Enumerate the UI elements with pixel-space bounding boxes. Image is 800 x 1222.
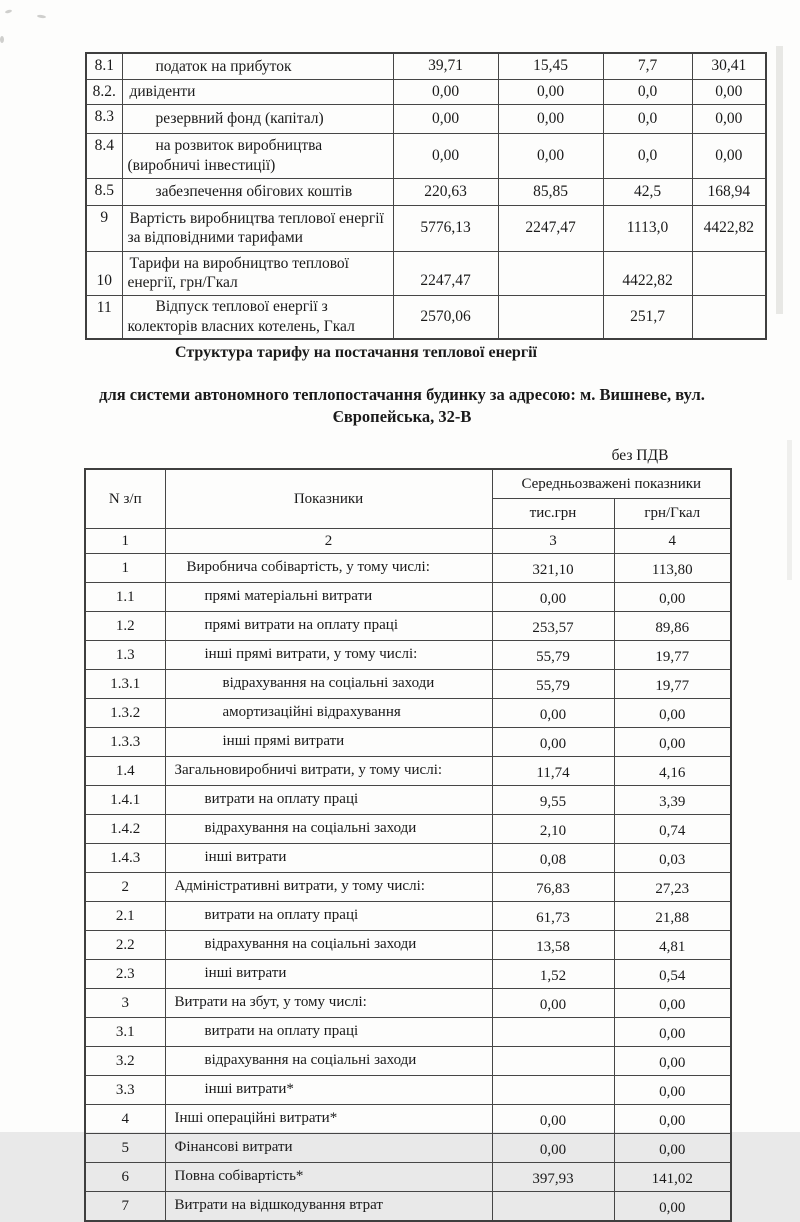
tariff-table-container: [84, 468, 732, 1222]
row-value-uah-per-gcal: 0,00: [614, 1047, 731, 1076]
upper-table-container: [85, 52, 767, 340]
row-value: 2570,06: [393, 295, 498, 339]
upper-table-row: [86, 79, 766, 104]
row-value-uah-per-gcal: 0,00: [614, 1105, 731, 1134]
row-label: витрати на оплату праці: [165, 786, 492, 815]
vat-note: без ПДВ: [611, 447, 669, 464]
row-value-uah-per-gcal: 19,77: [614, 641, 731, 670]
row-value-uah-per-gcal: 0,00: [614, 728, 731, 757]
row-label: інші витрати*: [165, 1076, 492, 1105]
tariff-table-row: [85, 960, 731, 989]
row-number: 1: [85, 554, 165, 583]
row-value-thousand-uah: [492, 1076, 614, 1105]
tariff-table-row: [85, 1105, 731, 1134]
row-value-uah-per-gcal: 0,00: [614, 1018, 731, 1047]
row-number: 2.3: [85, 960, 165, 989]
tariff-table-row: [85, 583, 731, 612]
row-value-uah-per-gcal: 89,86: [614, 612, 731, 641]
row-value: 0,00: [393, 79, 498, 104]
header-unit-uah-per-gcal: грн/Гкал: [614, 499, 731, 529]
row-value-thousand-uah: 0,00: [492, 1134, 614, 1163]
row-value-thousand-uah: 76,83: [492, 873, 614, 902]
tariff-table-row: [85, 699, 731, 728]
row-value: 85,85: [498, 178, 603, 205]
row-value-thousand-uah: 0,00: [492, 728, 614, 757]
row-value-thousand-uah: 9,55: [492, 786, 614, 815]
row-value: 0,00: [393, 104, 498, 133]
row-value-thousand-uah: 61,73: [492, 902, 614, 931]
row-value: 5776,13: [393, 205, 498, 251]
row-number: 2.1: [85, 902, 165, 931]
upper-table-row: [86, 133, 766, 178]
tariff-table-row: [85, 844, 731, 873]
document-title: Структура тарифу на постачання теплової енергії: [175, 344, 537, 361]
row-label: резервний фонд (капітал): [122, 104, 393, 133]
row-value-thousand-uah: 253,57: [492, 612, 614, 641]
upper-table-row: [86, 53, 766, 79]
tariff-table-row: [85, 1163, 731, 1192]
scan-streak: [776, 46, 783, 314]
row-value: 168,94: [692, 178, 766, 205]
upper-table-row: [86, 178, 766, 205]
upper-table-row: [86, 295, 766, 339]
row-number: 6: [85, 1163, 165, 1192]
tariff-table-row: [85, 786, 731, 815]
row-value-uah-per-gcal: 3,39: [614, 786, 731, 815]
header-indicators: Показники: [165, 469, 492, 529]
row-label: Повна собівартість*: [165, 1163, 492, 1192]
upper-table-row: [86, 104, 766, 133]
row-value: [498, 295, 603, 339]
row-value: 0,00: [692, 104, 766, 133]
upper-table-row: [86, 251, 766, 295]
row-number: 1.1: [85, 583, 165, 612]
tariff-table: [84, 468, 732, 1222]
document-subtitle: для системи автономного теплопостачання будинку за адресою: м. Вишневе, вул. Європейська, 32-В: [99, 385, 705, 427]
row-value-thousand-uah: 0,00: [492, 583, 614, 612]
row-number: 4: [85, 1105, 165, 1134]
row-label: інші витрати: [165, 960, 492, 989]
row-number: 3.2: [85, 1047, 165, 1076]
row-number: 11: [86, 295, 122, 339]
row-value: 0,00: [393, 133, 498, 178]
row-value-uah-per-gcal: 0,00: [614, 989, 731, 1018]
row-label: прямі матеріальні витрати: [165, 583, 492, 612]
row-value: 0,0: [603, 79, 692, 104]
row-label: витрати на оплату праці: [165, 1018, 492, 1047]
row-number: 3.1: [85, 1018, 165, 1047]
row-label: Тарифи на виробництво теплової енергії, грн/Гкал: [122, 251, 393, 295]
row-label: відрахування на соціальні заходи: [165, 670, 492, 699]
row-label: Виробнича собівартість, у тому числі:: [165, 554, 492, 583]
row-value: 0,00: [498, 104, 603, 133]
row-value: 42,5: [603, 178, 692, 205]
header-unit-thousand-uah: тис.грн: [492, 499, 614, 529]
tariff-table-row: [85, 641, 731, 670]
row-value-uah-per-gcal: 0,54: [614, 960, 731, 989]
row-value-thousand-uah: [492, 1047, 614, 1076]
row-label: Фінансові витрати: [165, 1134, 492, 1163]
row-value-uah-per-gcal: 4,81: [614, 931, 731, 960]
tariff-table-row: [85, 873, 731, 902]
row-value-thousand-uah: 0,00: [492, 989, 614, 1018]
row-label: Витрати на відшкодування втрат: [165, 1192, 492, 1222]
tariff-table-row: [85, 757, 731, 786]
row-number: 3: [85, 989, 165, 1018]
row-label: інші витрати: [165, 844, 492, 873]
row-value: 2247,47: [498, 205, 603, 251]
scan-speck: [5, 9, 13, 14]
row-label: відрахування на соціальні заходи: [165, 931, 492, 960]
scan-streak: [787, 440, 792, 580]
tariff-table-row: [85, 902, 731, 931]
row-value-thousand-uah: 1,52: [492, 960, 614, 989]
row-number: 1.3.3: [85, 728, 165, 757]
row-value: 2247,47: [393, 251, 498, 295]
tariff-table-row: [85, 815, 731, 844]
row-value-uah-per-gcal: 27,23: [614, 873, 731, 902]
row-number: 2: [85, 873, 165, 902]
row-number: 1.4.2: [85, 815, 165, 844]
row-number: 8.3: [86, 104, 122, 133]
row-value-thousand-uah: 13,58: [492, 931, 614, 960]
row-value: [692, 251, 766, 295]
row-number: 1.4.3: [85, 844, 165, 873]
row-value-uah-per-gcal: 113,80: [614, 554, 731, 583]
row-value: 1113,0: [603, 205, 692, 251]
row-value-uah-per-gcal: 21,88: [614, 902, 731, 931]
row-value: 4422,82: [692, 205, 766, 251]
row-value-thousand-uah: [492, 1018, 614, 1047]
row-number: 1.3.2: [85, 699, 165, 728]
row-value: 220,63: [393, 178, 498, 205]
row-number: 1.4.1: [85, 786, 165, 815]
row-label: Витрати на збут, у тому числі:: [165, 989, 492, 1018]
row-number: 8.4: [86, 133, 122, 178]
row-label: Вартість виробництва теплової енергії за відповідними тарифами: [122, 205, 393, 251]
row-value-thousand-uah: 397,93: [492, 1163, 614, 1192]
row-label: інші прямі витрати, у тому числі:: [165, 641, 492, 670]
tariff-table-row: [85, 931, 731, 960]
upper-table-body: [86, 53, 766, 339]
row-number: 7: [85, 1192, 165, 1222]
row-number: 5: [85, 1134, 165, 1163]
row-value-thousand-uah: 0,08: [492, 844, 614, 873]
row-value: [498, 251, 603, 295]
row-number: 1.3.1: [85, 670, 165, 699]
row-label: на розвиток виробництва (виробничі інвестиції): [122, 133, 393, 178]
row-value-uah-per-gcal: 0,00: [614, 583, 731, 612]
row-value-uah-per-gcal: 0,74: [614, 815, 731, 844]
row-value-thousand-uah: 0,00: [492, 699, 614, 728]
row-label: Адміністративні витрати, у тому числі:: [165, 873, 492, 902]
tariff-table-row: [85, 1018, 731, 1047]
row-value: 0,00: [692, 79, 766, 104]
row-label: відрахування на соціальні заходи: [165, 815, 492, 844]
tariff-table-row: [85, 554, 731, 583]
row-label: забезпечення обігових коштів: [122, 178, 393, 205]
tariff-table-body: [85, 554, 731, 1222]
row-value: 0,00: [692, 133, 766, 178]
row-label: інші прямі витрати: [165, 728, 492, 757]
row-value: 0,0: [603, 133, 692, 178]
row-number: 8.1: [86, 53, 122, 79]
column-number: 2: [165, 529, 492, 554]
row-value: 30,41: [692, 53, 766, 79]
row-value: 39,71: [393, 53, 498, 79]
row-value-thousand-uah: [492, 1192, 614, 1222]
row-value-uah-per-gcal: 141,02: [614, 1163, 731, 1192]
header-group: Середньозважені показники: [492, 469, 731, 499]
row-number: 2.2: [85, 931, 165, 960]
tariff-table-row: [85, 1134, 731, 1163]
scan-speck: [37, 14, 46, 18]
upper-table: [85, 52, 767, 340]
row-value-thousand-uah: 55,79: [492, 641, 614, 670]
tariff-table-row: [85, 1192, 731, 1222]
row-label: Загальновиробничі витрати, у тому числі:: [165, 757, 492, 786]
tariff-table-header: [85, 469, 731, 554]
tariff-table-row: [85, 728, 731, 757]
tariff-table-row: [85, 670, 731, 699]
tariff-table-row: [85, 612, 731, 641]
row-value-thousand-uah: 55,79: [492, 670, 614, 699]
row-number: 9: [86, 205, 122, 251]
row-value: 0,0: [603, 104, 692, 133]
upper-table-row: [86, 205, 766, 251]
row-number: 1.2: [85, 612, 165, 641]
row-value-uah-per-gcal: 0,03: [614, 844, 731, 873]
row-value-uah-per-gcal: 19,77: [614, 670, 731, 699]
row-label: відрахування на соціальні заходи: [165, 1047, 492, 1076]
row-value-thousand-uah: 321,10: [492, 554, 614, 583]
row-value: 4422,82: [603, 251, 692, 295]
row-label: амортизаційні відрахування: [165, 699, 492, 728]
row-number: 8.5: [86, 178, 122, 205]
row-value-uah-per-gcal: 0,00: [614, 1192, 731, 1222]
row-value: 251,7: [603, 295, 692, 339]
row-value-uah-per-gcal: 0,00: [614, 1134, 731, 1163]
column-number: 3: [492, 529, 614, 554]
row-value-uah-per-gcal: 0,00: [614, 699, 731, 728]
row-number: 8.2.: [86, 79, 122, 104]
row-value: 0,00: [498, 133, 603, 178]
row-value-uah-per-gcal: 0,00: [614, 1076, 731, 1105]
row-label: дивіденти: [122, 79, 393, 104]
header-num: N з/п: [85, 469, 165, 529]
row-value: 0,00: [498, 79, 603, 104]
row-number: 3.3: [85, 1076, 165, 1105]
tariff-table-row: [85, 989, 731, 1018]
row-label: Інші операційні витрати*: [165, 1105, 492, 1134]
tariff-table-row: [85, 1047, 731, 1076]
scan-speck: [0, 36, 4, 43]
row-value: 15,45: [498, 53, 603, 79]
row-value-thousand-uah: 0,00: [492, 1105, 614, 1134]
row-label: податок на прибуток: [122, 53, 393, 79]
column-number: 4: [614, 529, 731, 554]
row-value: 7,7: [603, 53, 692, 79]
row-label: прямі витрати на оплату праці: [165, 612, 492, 641]
row-label: Відпуск теплової енергії з колекторів власних котелень, Гкал: [122, 295, 393, 339]
row-value: [692, 295, 766, 339]
row-value-uah-per-gcal: 4,16: [614, 757, 731, 786]
column-number: 1: [85, 529, 165, 554]
row-number: 1.3: [85, 641, 165, 670]
row-value-thousand-uah: 2,10: [492, 815, 614, 844]
row-label: витрати на оплату праці: [165, 902, 492, 931]
row-value-thousand-uah: 11,74: [492, 757, 614, 786]
row-number: 10: [86, 251, 122, 295]
row-number: 1.4: [85, 757, 165, 786]
tariff-table-row: [85, 1076, 731, 1105]
